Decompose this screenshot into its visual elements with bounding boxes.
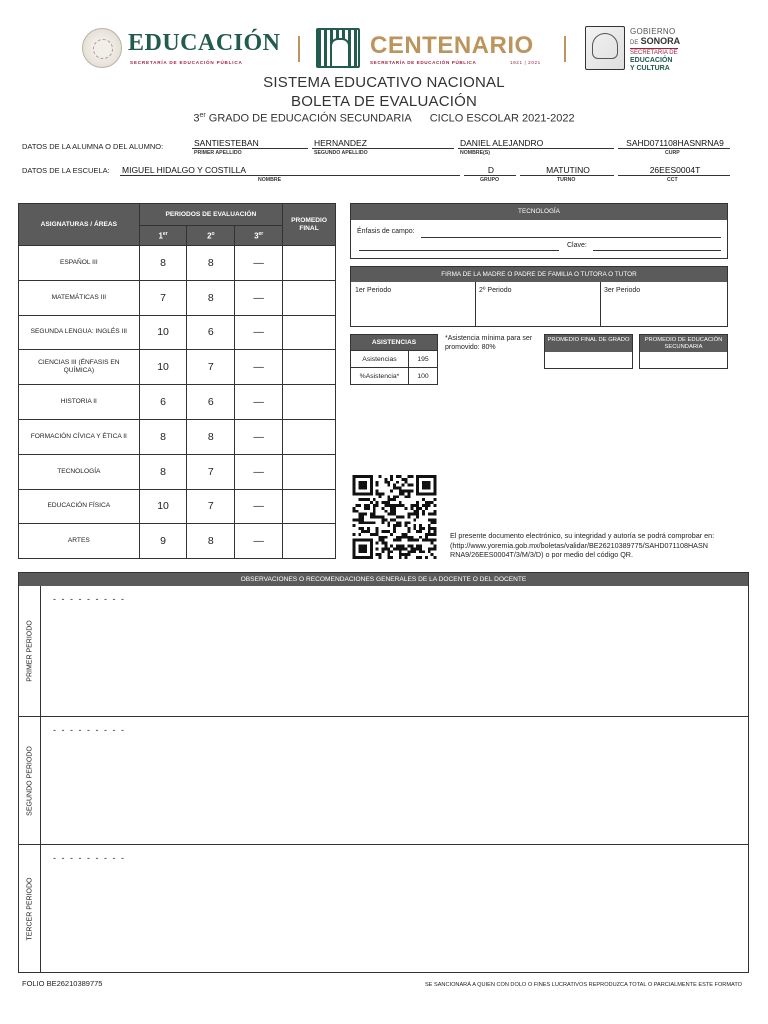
document-grade-line: 3er GRADO DE EDUCACIÓN SECUNDARIA CICLO ESCOLAR 2021-2022 (193, 112, 575, 125)
student-data-label: DATOS DE LA ALUMNA O DEL ALUMNO: (22, 142, 164, 151)
observaciones-box (18, 572, 749, 973)
grade-subject: TECNOLOGÍA (19, 454, 140, 489)
grade-period-3: — (235, 454, 283, 489)
tecnologia-title: TECNOLOGÍA (351, 204, 727, 220)
grade-subject: EDUCACIÓN FÍSICA (19, 489, 140, 524)
sanction-notice: SE SANCIONARÁ A QUIEN CON DOLO O FINES LUCRATIVOS REPRODUZCA TOTAL O PARCIALMENTE ESTE FORMATO (424, 982, 742, 988)
observacion-side-label: PRIMER PERIODO (19, 586, 41, 716)
table-row (19, 246, 336, 281)
promedio-grado-box (544, 334, 633, 369)
caption-curp: CURP (665, 150, 680, 156)
grade-period-3: — (235, 489, 283, 524)
folio-number: FOLIO BE26210389775 (22, 979, 103, 988)
grades-header-p3: 3er (235, 226, 283, 246)
qr-code-icon (350, 475, 439, 559)
caption-primer-apellido: PRIMER APELLIDO (194, 150, 242, 156)
header-divider (564, 36, 566, 62)
grades-header-p1: 1er (139, 226, 187, 246)
grade-period-1: 8 (139, 246, 187, 281)
grade-subject: FORMACIÓN CÍVICA Y ÉTICA II (19, 419, 140, 454)
promedio-secundaria-box (639, 334, 728, 369)
grades-table (18, 203, 336, 559)
asistencias-table (350, 334, 438, 385)
grades-header-subject: ASIGNATURAS / ÁREAS (19, 204, 140, 246)
caption-grupo: GRUPO (480, 177, 500, 183)
observacion-side-label: TERCER PERIODO (19, 845, 41, 972)
sep-logo-subtitle: SECRETARÍA DE EDUCACIÓN PÚBLICA (130, 60, 243, 65)
grade-final (283, 350, 336, 385)
grade-period-1: 7 (139, 280, 187, 315)
observaciones-title: OBSERVACIONES O RECOMENDACIONES GENERALES DE LA DOCENTE O DEL DOCENTE (19, 573, 748, 586)
observacion-dashes: - - - - - - - - - (53, 594, 126, 604)
clave-label: Clave: (567, 242, 587, 249)
grade-period-3: — (235, 246, 283, 281)
grade-period-2: 8 (187, 280, 235, 315)
table-row (19, 454, 336, 489)
table-row (19, 350, 336, 385)
school-data-label: DATOS DE LA ESCUELA: (22, 166, 110, 175)
caption-school-nombre: NOMBRE (258, 177, 282, 183)
legal-verification-text: El presente documento electrónico, su integridad y autoría se podrá comprobar en: (http://www.yoremia.gob.mx/boletas/validar/BE26210389775/SAHD071108HASN RNA9/26EES0004T/3/M/3/D) o por medio del código QR. (450, 531, 715, 559)
grade-final (283, 489, 336, 524)
table-row (19, 385, 336, 420)
grade-final (283, 385, 336, 420)
asistencias-title: ASISTENCIAS (351, 335, 438, 351)
porcentaje-value: 100 (409, 368, 438, 385)
firma-p1: 1er Periodo (355, 287, 392, 294)
grades-header-p2: 2$^o$ (187, 226, 235, 246)
clave-line (593, 250, 721, 251)
document-title-boleta: BOLETA DE EVALUACIÓN (291, 93, 477, 110)
sonora-name: DE SONORA (630, 36, 681, 46)
grade-subject: MATEMÁTICAS III (19, 280, 140, 315)
grade-period-3: — (235, 385, 283, 420)
grades-header-final: PROMEDIO FINAL (283, 204, 336, 246)
grade-period-1: 8 (139, 419, 187, 454)
centenario-building-icon (316, 28, 360, 68)
enfasis-line-2 (359, 250, 559, 251)
observacion-dashes: - - - - - - - - - (53, 725, 126, 735)
asistencia-note: *Asistencia mínima para ser promovido: 80% (445, 335, 533, 351)
caption-nombres: NOMBRE(S) (460, 150, 490, 156)
tecnologia-box (350, 203, 728, 259)
firma-title: FIRMA DE LA MADRE O PADRE DE FAMILIA O TUTORA O TUTOR (351, 267, 727, 282)
observacion-tercer-periodo (19, 844, 748, 972)
school-turno: MATUTINO (520, 165, 614, 176)
porcentaje-label: %Asistencia* (351, 368, 409, 385)
grade-subject: ARTES (19, 524, 140, 559)
grade-period-1: 8 (139, 454, 187, 489)
table-row (19, 280, 336, 315)
grade-final (283, 246, 336, 281)
centenario-years: 1921 | 2021 (510, 60, 541, 65)
grade-period-3: — (235, 350, 283, 385)
grade-period-1: 10 (139, 350, 187, 385)
sonora-divider (630, 48, 678, 49)
grade-final (283, 315, 336, 350)
grade-subject: CIENCIAS III (ÉNFASIS EN QUÍMICA) (19, 350, 140, 385)
enfasis-label: Énfasis de campo: (357, 228, 415, 235)
school-grupo: D (464, 165, 516, 176)
grades-header-periods: PERIODOS DE EVALUACIÓN (139, 204, 282, 226)
caption-segundo-apellido: SEGUNDO APELLIDO (314, 150, 368, 156)
enfasis-line (421, 237, 721, 238)
header-logos (80, 24, 690, 74)
mexico-seal-icon (82, 28, 122, 68)
sonora-educacion: EDUCACIÓN (630, 57, 673, 64)
student-curp: SAHD071108HASNRNA9 (618, 138, 730, 149)
student-segundo-apellido: HERNANDEZ (312, 138, 454, 149)
firma-p2: 2º Periodo (479, 287, 512, 294)
observacion-primer-periodo (19, 586, 748, 716)
grade-period-2: 6 (187, 315, 235, 350)
school-nombre: MIGUEL HIDALGO Y COSTILLA (120, 165, 460, 176)
asistencias-value: 195 (409, 351, 438, 368)
sonora-cultura: Y CULTURA (630, 65, 670, 72)
observacion-dashes: - - - - - - - - - (53, 853, 126, 863)
centenario-logo-title: CENTENARIO (370, 32, 534, 59)
sonora-gobierno: GOBIERNO (630, 27, 676, 36)
grade-final (283, 454, 336, 489)
firma-p3: 3er Periodo (604, 287, 641, 294)
centenario-logo-subtitle: SECRETARÍA DE EDUCACIÓN PÚBLICA (370, 60, 477, 65)
student-nombres: DANIEL ALEJANDRO (458, 138, 614, 149)
grade-period-1: 10 (139, 489, 187, 524)
table-row (19, 524, 336, 559)
grade-final (283, 419, 336, 454)
caption-cct: CCT (667, 177, 678, 183)
asistencias-label: Asistencias (351, 351, 409, 368)
table-row (19, 315, 336, 350)
document-title-system: SISTEMA EDUCATIVO NACIONAL (263, 74, 505, 91)
grade-period-1: 6 (139, 385, 187, 420)
grade-period-1: 10 (139, 315, 187, 350)
header-divider (298, 36, 300, 62)
sonora-shield-icon (585, 26, 625, 70)
observacion-side-label: SEGUNDO PERIODO (19, 717, 41, 844)
table-row (19, 419, 336, 454)
caption-turno: TURNO (557, 177, 576, 183)
grade-period-2: 8 (187, 246, 235, 281)
school-cct: 26EES0004T (618, 165, 730, 176)
observacion-segundo-periodo (19, 716, 748, 844)
grade-period-2: 6 (187, 385, 235, 420)
grade-subject: SEGUNDA LENGUA: INGLÉS III (19, 315, 140, 350)
grade-period-2: 7 (187, 489, 235, 524)
student-primer-apellido: SANTIESTEBAN (192, 138, 308, 149)
sonora-secretaria: SECRETARÍA DE (630, 50, 678, 56)
grade-final (283, 524, 336, 559)
firma-divider (475, 282, 476, 327)
grade-period-3: — (235, 524, 283, 559)
grade-period-3: — (235, 419, 283, 454)
table-row (19, 489, 336, 524)
grade-period-1: 9 (139, 524, 187, 559)
promedio-secundaria-title: PROMEDIO DE EDUCACIÓN SECUNDARIA (640, 335, 727, 352)
grade-final (283, 280, 336, 315)
grade-period-2: 7 (187, 454, 235, 489)
firma-divider (600, 282, 601, 327)
grade-period-3: — (235, 280, 283, 315)
grade-period-2: 8 (187, 419, 235, 454)
grade-subject: HISTORIA II (19, 385, 140, 420)
promedio-grado-title: PROMEDIO FINAL DE GRADO (545, 335, 632, 352)
sep-logo-title: EDUCACIÓN (128, 30, 281, 56)
grade-period-3: — (235, 315, 283, 350)
grade-subject: ESPAÑOL III (19, 246, 140, 281)
grade-period-2: 7 (187, 350, 235, 385)
firma-box (350, 266, 728, 327)
grade-period-2: 8 (187, 524, 235, 559)
